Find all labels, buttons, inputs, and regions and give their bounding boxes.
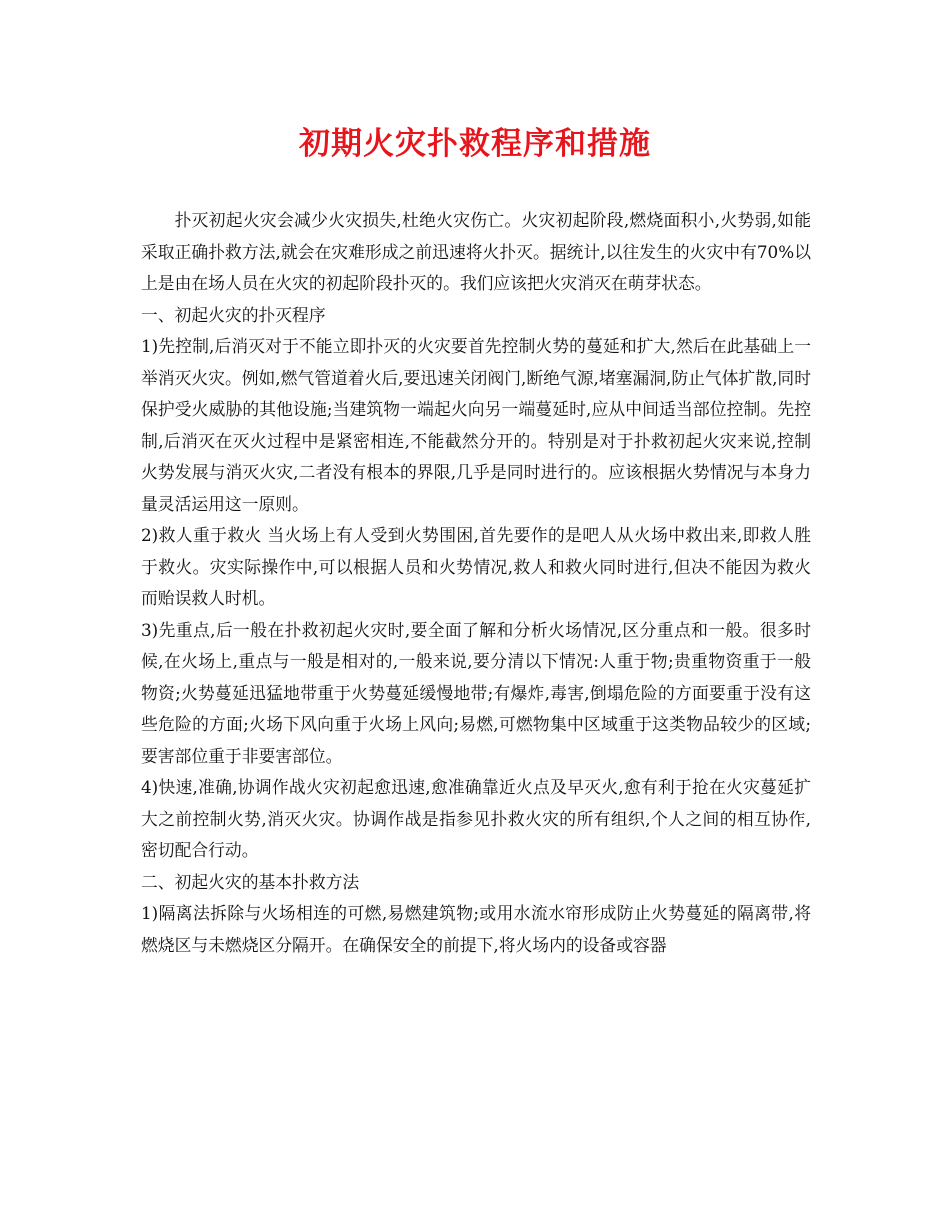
item-control-then-extinguish: 1)先控制,后消灭对于不能立即扑灭的火灾要首先控制火势的蔓延和扩大,然后在此基础上一举消灭火灾。例如,燃气管道着火后,要迅速关闭阀门,断绝气源,堵塞漏洞,防止气体扩散,同时保护受火威胁的其他设施;当建筑物一端起火向另一端蔓延时,应从中间适当部位控制。先控制,后消灭在灭火过程中是紧密相连,不能截然分开的。特别是对于扑救初起火灾来说,控制火势发展与消灭火灾,二者没有根本的界限,几乎是同时进行的。应该根据火势情况与本身力量灵活运用这一原则。 bbox=[141, 336, 811, 514]
document-body bbox=[141, 205, 811, 961]
item-fast-accurate-coordinated: 4)快速,准确,协调作战火灾初起愈迅速,愈准确靠近火点及早灭火,愈有利于抢在火灾蔓延扩大之前控制火势,消灭火灾。协调作战是指参见扑救火灾的所有组织,个人之间的相互协作,密切配合行动。 bbox=[141, 777, 811, 860]
document-title: 初期火灾扑救程序和措施 bbox=[299, 126, 651, 162]
item-rescue-first: 2)救人重于救火 当火场上有人受到火势围困,首先要作的是吧人从火场中救出来,即救人胜于救火。灾实际操作中,可以根据人员和火势情况,救人和救火同时进行,但决不能因为救火而贻误救人时机。 bbox=[141, 525, 811, 608]
item-priority-first: 3)先重点,后一般在扑救初起火灾时,要全面了解和分析火场情况,区分重点和一般。很多时候,在火场上,重点与一般是相对的,一般来说,要分清以下情况:人重于物;贵重物资重于一般物资;火势蔓延迅猛地带重于火势蔓延缓慢地带;有爆炸,毒害,倒塌危险的方面要重于没有这些危险的方面;火场下风向重于火场上风向;易燃,可燃物集中区域重于这类物品较少的区域;要害部位重于非要害部位。 bbox=[141, 619, 811, 766]
item-isolation-method: 1)隔离法拆除与火场相连的可燃,易燃建筑物;或用水流水帘形成防止火势蔓延的隔离带,将燃烧区与未燃烧区分隔开。在确保安全的前提下,将火场内的设备或容器 bbox=[141, 903, 811, 955]
section-heading-1: 一、初起火灾的扑灭程序 bbox=[141, 304, 326, 325]
intro-paragraph: 扑灭初起火灾会减少火灾损失,杜绝火灾伤亡。火灾初起阶段,燃烧面积小,火势弱,如能采取正确扑救方法,就会在灾难形成之前迅速将火扑灭。据统计,以往发生的火灾中有70%以上是由在场人员在火灾的初起阶段扑灭的。我们应该把火灾消灭在萌芽状态。 bbox=[141, 210, 811, 293]
section-heading-2: 二、初起火灾的基本扑救方法 bbox=[141, 871, 360, 892]
